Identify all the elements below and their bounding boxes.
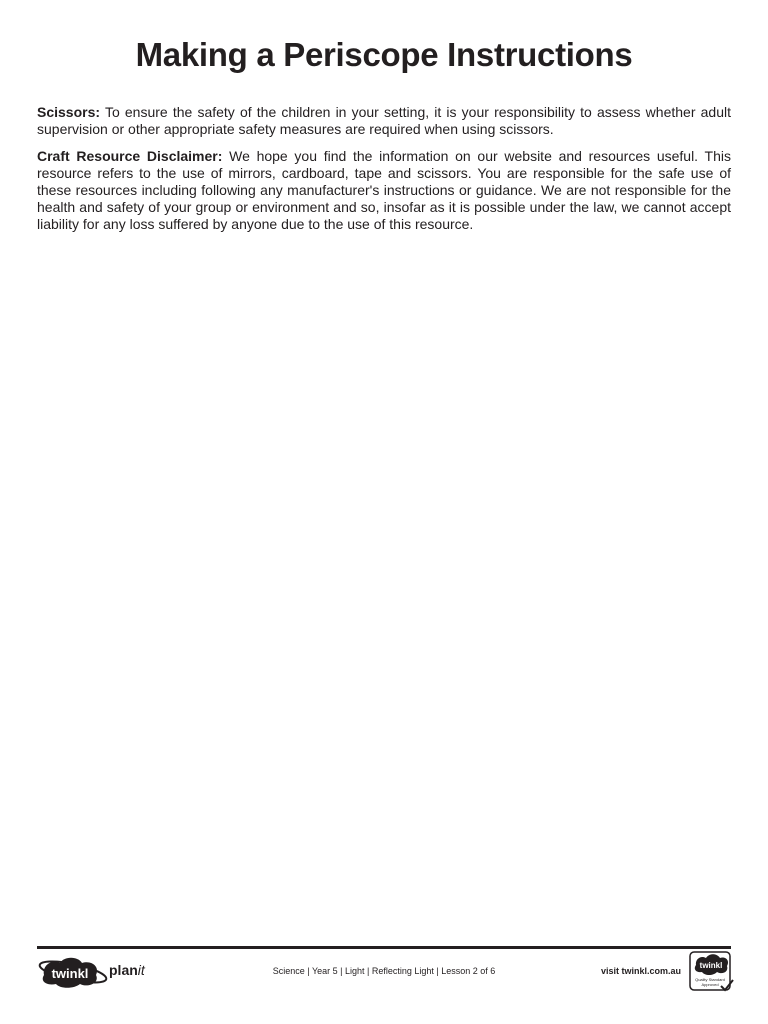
quality-standard-badge-icon bbox=[689, 951, 735, 993]
scissors-paragraph bbox=[37, 104, 731, 138]
visit-link[interactable]: visit twinkl.com.au bbox=[600, 966, 681, 976]
planit-plan: plan bbox=[109, 962, 138, 978]
scissors-text: To ensure the safety of the children in your setting, it is your responsibility to assess whether adult supervision or other appropriate safety measures are required when using scissors. bbox=[37, 104, 731, 137]
planit-it: it bbox=[137, 962, 145, 978]
body-text bbox=[37, 104, 731, 243]
breadcrumb: Science | Year 5 | Light | Reflecting Light | Lesson 2 of 6 bbox=[272, 966, 496, 976]
page-title: Making a Periscope Instructions bbox=[135, 36, 633, 73]
badge-line2: Approved bbox=[701, 982, 719, 987]
planit-wordmark bbox=[109, 960, 145, 980]
disclaimer-text: We hope you find the information on our website and resources useful. This resource refers to the use of mirrors, cardboard, tape and scissors. You are responsible for the safe use of these resources including following any manufacturer's instructions or guidance. We are not responsible for the health and safety of your group or environment and so, insofar as it is possible under the law, we cannot accept liability for any loss suffered by anyone due to the use of this resource. bbox=[37, 148, 731, 232]
disclaimer-paragraph bbox=[37, 148, 731, 233]
disclaimer-label: Craft Resource Disclaimer: bbox=[37, 148, 223, 164]
badge-logo-text: twinkl bbox=[699, 961, 723, 970]
badge-line1: Quality Standard bbox=[695, 977, 725, 982]
twinkl-logo-text: twinkl bbox=[51, 966, 89, 981]
scissors-label: Scissors: bbox=[37, 104, 101, 120]
footer-divider bbox=[37, 946, 731, 949]
